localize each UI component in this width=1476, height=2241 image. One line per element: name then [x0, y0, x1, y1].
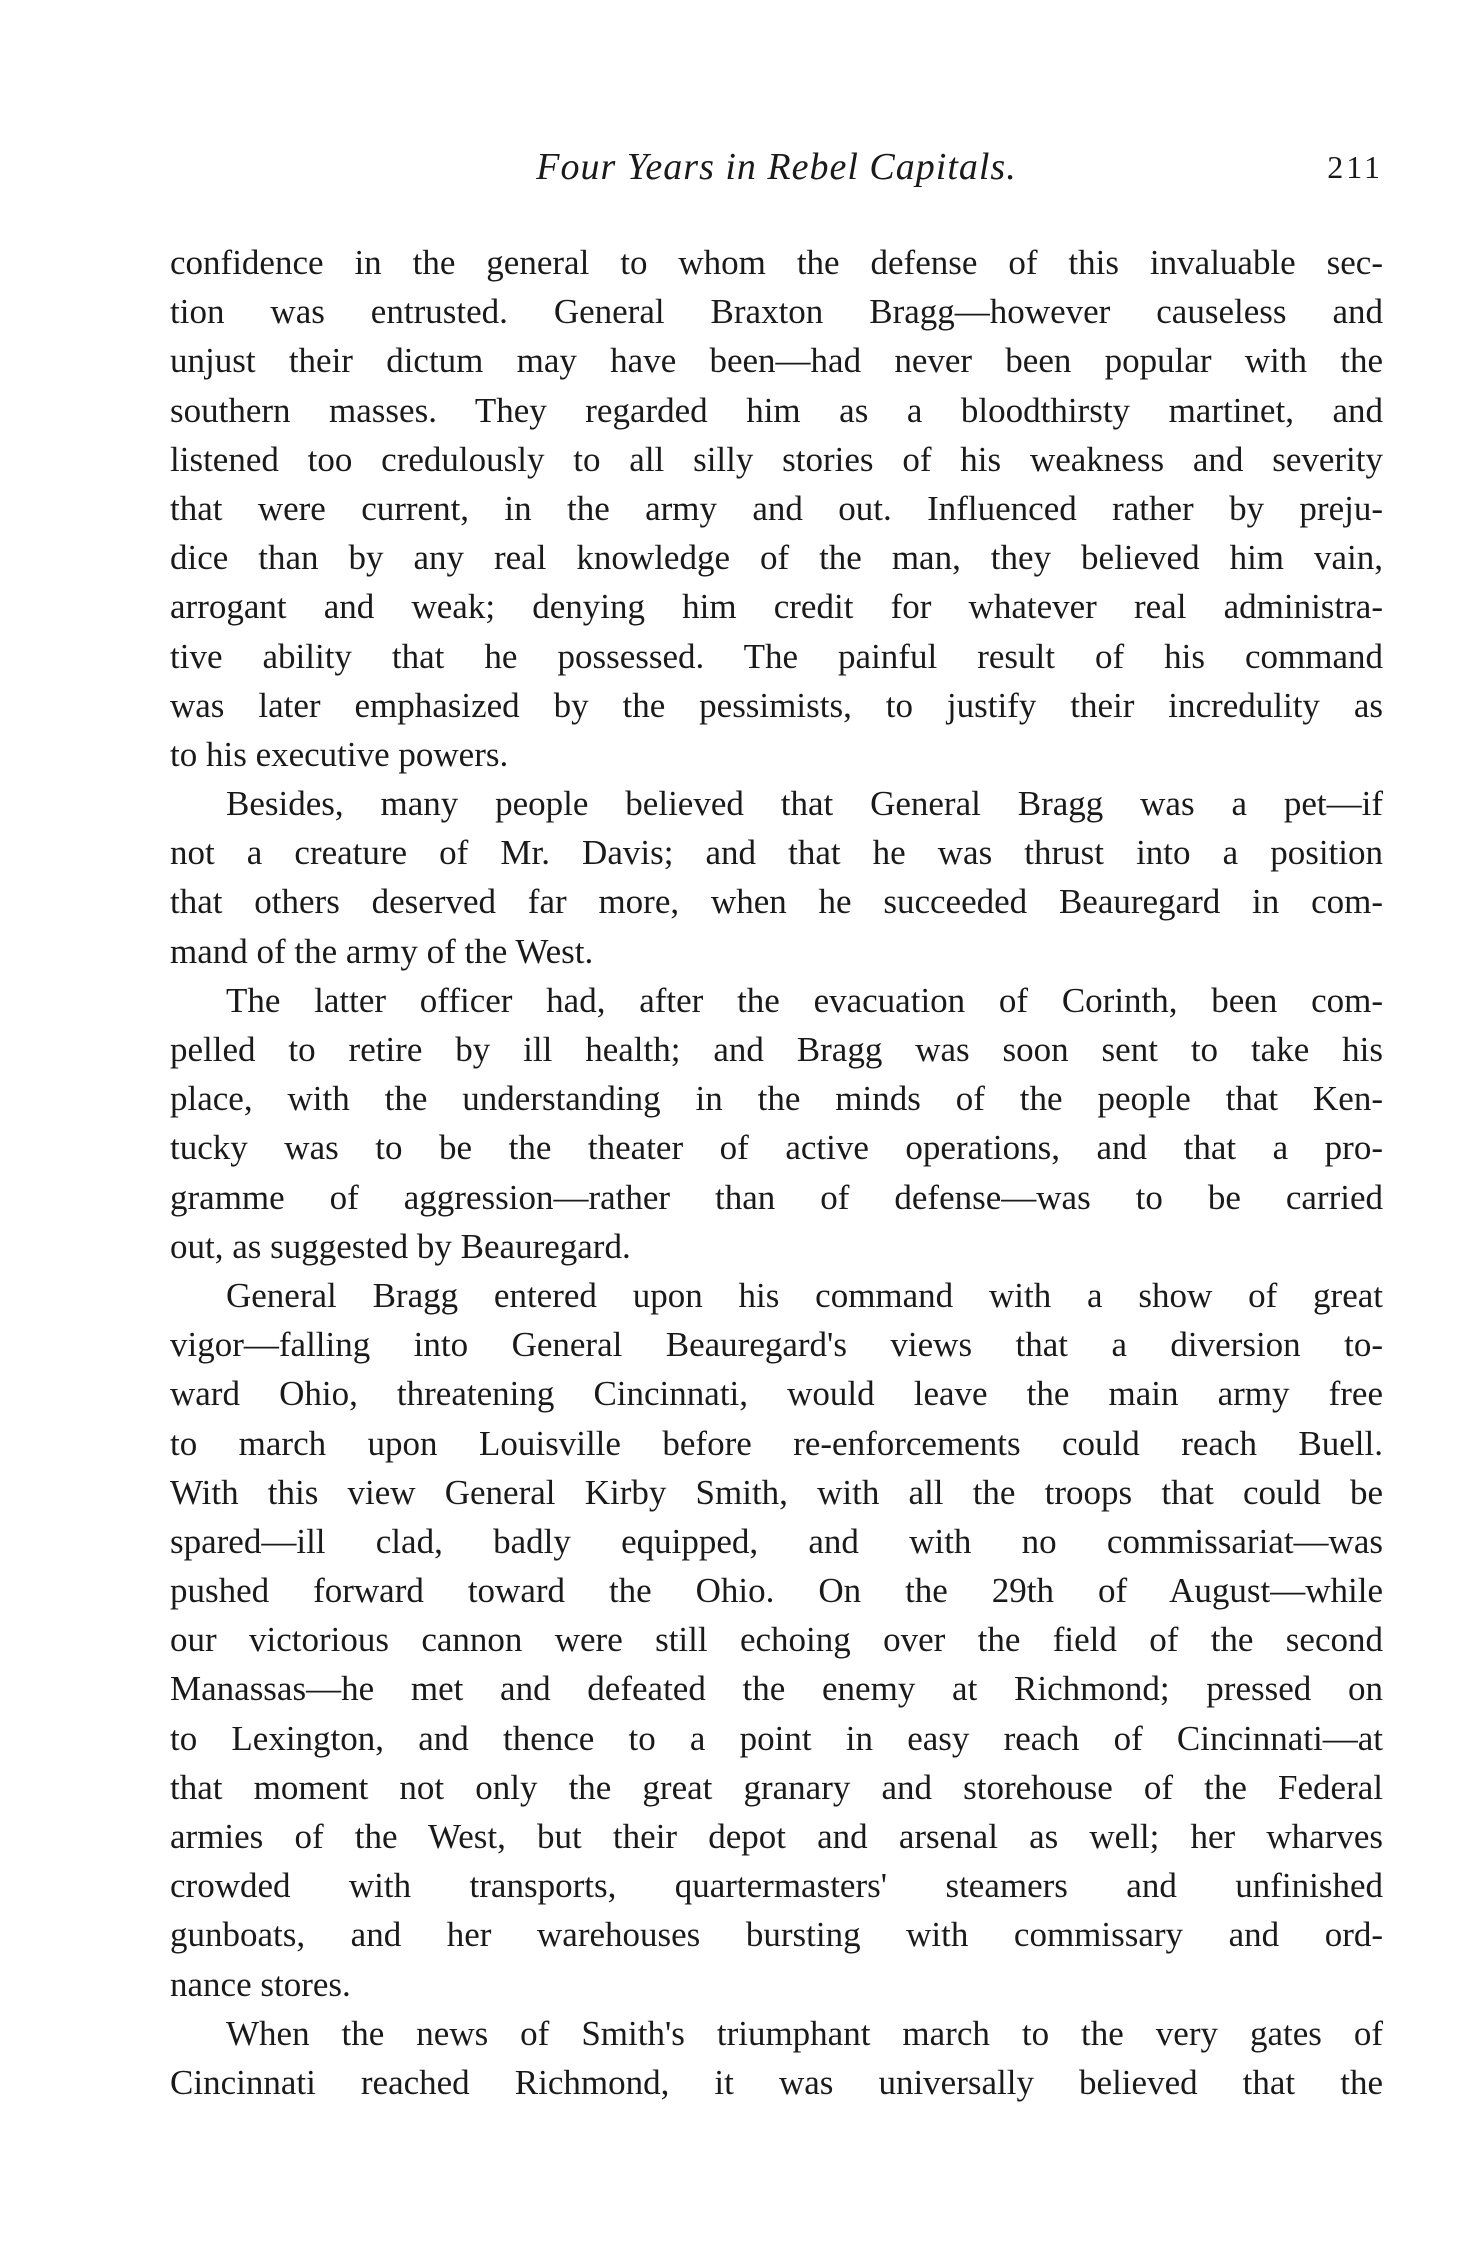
text-line: armies of the West, but their depot and arsenal as well; her wharves: [170, 1817, 1383, 1856]
text-line: pushed forward toward the Ohio. On the 29th of August—while: [170, 1571, 1383, 1611]
running-title: Four Years in Rebel Capitals.: [536, 146, 1017, 188]
text-line: pelled to retire by ill health; and Bragg was soon sent to take his: [170, 1030, 1383, 1069]
text-line: crowded with transports, quartermasters' steamers and unfinished: [170, 1866, 1383, 1906]
page-number: 211: [1327, 149, 1383, 185]
paragraph: [170, 779, 1383, 976]
text-line: vigor—falling into General Beauregard's views that a diversion to-: [170, 1325, 1383, 1365]
text-line: our victorious cannon were still echoing over the field of the second: [170, 1620, 1383, 1660]
text-line: to march upon Louisville before re-enforcements could reach Buell.: [170, 1423, 1383, 1463]
text-line: tucky was to be the theater of active operations, and that a pro-: [170, 1128, 1383, 1168]
text-line: to Lexington, and thence to a point in easy reach of Cincinnati—at: [170, 1718, 1383, 1758]
text-line: The latter officer had, after the evacuation of Corinth, been com-: [226, 980, 1383, 1020]
text-line: place, with the understanding in the minds of the people that Ken-: [170, 1079, 1383, 1119]
text-line: arrogant and weak; denying him credit for whatever real administra-: [170, 587, 1383, 627]
text-line: gramme of aggression—rather than of defense—was to be carried: [170, 1177, 1383, 1217]
text-line: Cincinnati reached Richmond, it was universally believed that the: [170, 2062, 1383, 2102]
text-line: Manassas—he met and defeated the enemy at Richmond; pressed on: [170, 1669, 1383, 1709]
text-line: confidence in the general to whom the defense of this invaluable sec-: [170, 243, 1383, 282]
paragraph: [170, 238, 1383, 779]
text-line: out, as suggested by Beauregard.: [170, 1226, 631, 1266]
text-line: dice than by any real knowledge of the man, they believed him vain,: [170, 538, 1383, 578]
text-line: spared—ill clad, badly equipped, and with no commissariat—was: [170, 1521, 1383, 1561]
paragraph: [170, 1271, 1383, 2009]
body-text: [170, 238, 1383, 2107]
text-line: tive ability that he possessed. The painful result of his command: [170, 636, 1383, 676]
paragraph: [170, 2009, 1383, 2107]
text-line: tion was entrusted. General Braxton Bragg—however causeless and: [170, 292, 1383, 332]
text-line: listened too credulously to all silly stories of his weakness and severity: [170, 439, 1383, 479]
text-line: that moment not only the great granary and storehouse of the Federal: [170, 1767, 1383, 1807]
text-line: southern masses. They regarded him as a bloodthirsty martinet, and: [170, 390, 1383, 430]
text-line: With this view General Kirby Smith, with all the troops that could be: [170, 1472, 1383, 1512]
text-line: to his executive powers.: [170, 734, 509, 774]
text-line: When the news of Smith's triumphant march to the very gates of: [226, 2013, 1383, 2053]
text-line: was later emphasized by the pessimists, to justify their incredulity as: [170, 685, 1383, 725]
paragraph: [170, 976, 1383, 1271]
running-head: [170, 142, 1383, 192]
text-line: not a creature of Mr. Davis; and that he was thrust into a position: [170, 833, 1383, 873]
text-line: ward Ohio, threatening Cincinnati, would leave the main army free: [170, 1374, 1383, 1414]
text-line: Besides, many people believed that General Bragg was a pet—if: [226, 784, 1383, 824]
text-line: nance stores.: [170, 1964, 351, 2004]
text-line: that were current, in the army and out. Influenced rather by preju-: [170, 488, 1383, 528]
text-line: unjust their dictum may have been—had never been popular with the: [170, 341, 1383, 381]
text-line: General Bragg entered upon his command with a show of great: [226, 1275, 1383, 1315]
text-line: gunboats, and her warehouses bursting with commissary and ord-: [170, 1915, 1383, 1955]
text-line: that others deserved far more, when he succeeded Beauregard in com-: [170, 882, 1383, 922]
text-line: mand of the army of the West.: [170, 931, 594, 971]
